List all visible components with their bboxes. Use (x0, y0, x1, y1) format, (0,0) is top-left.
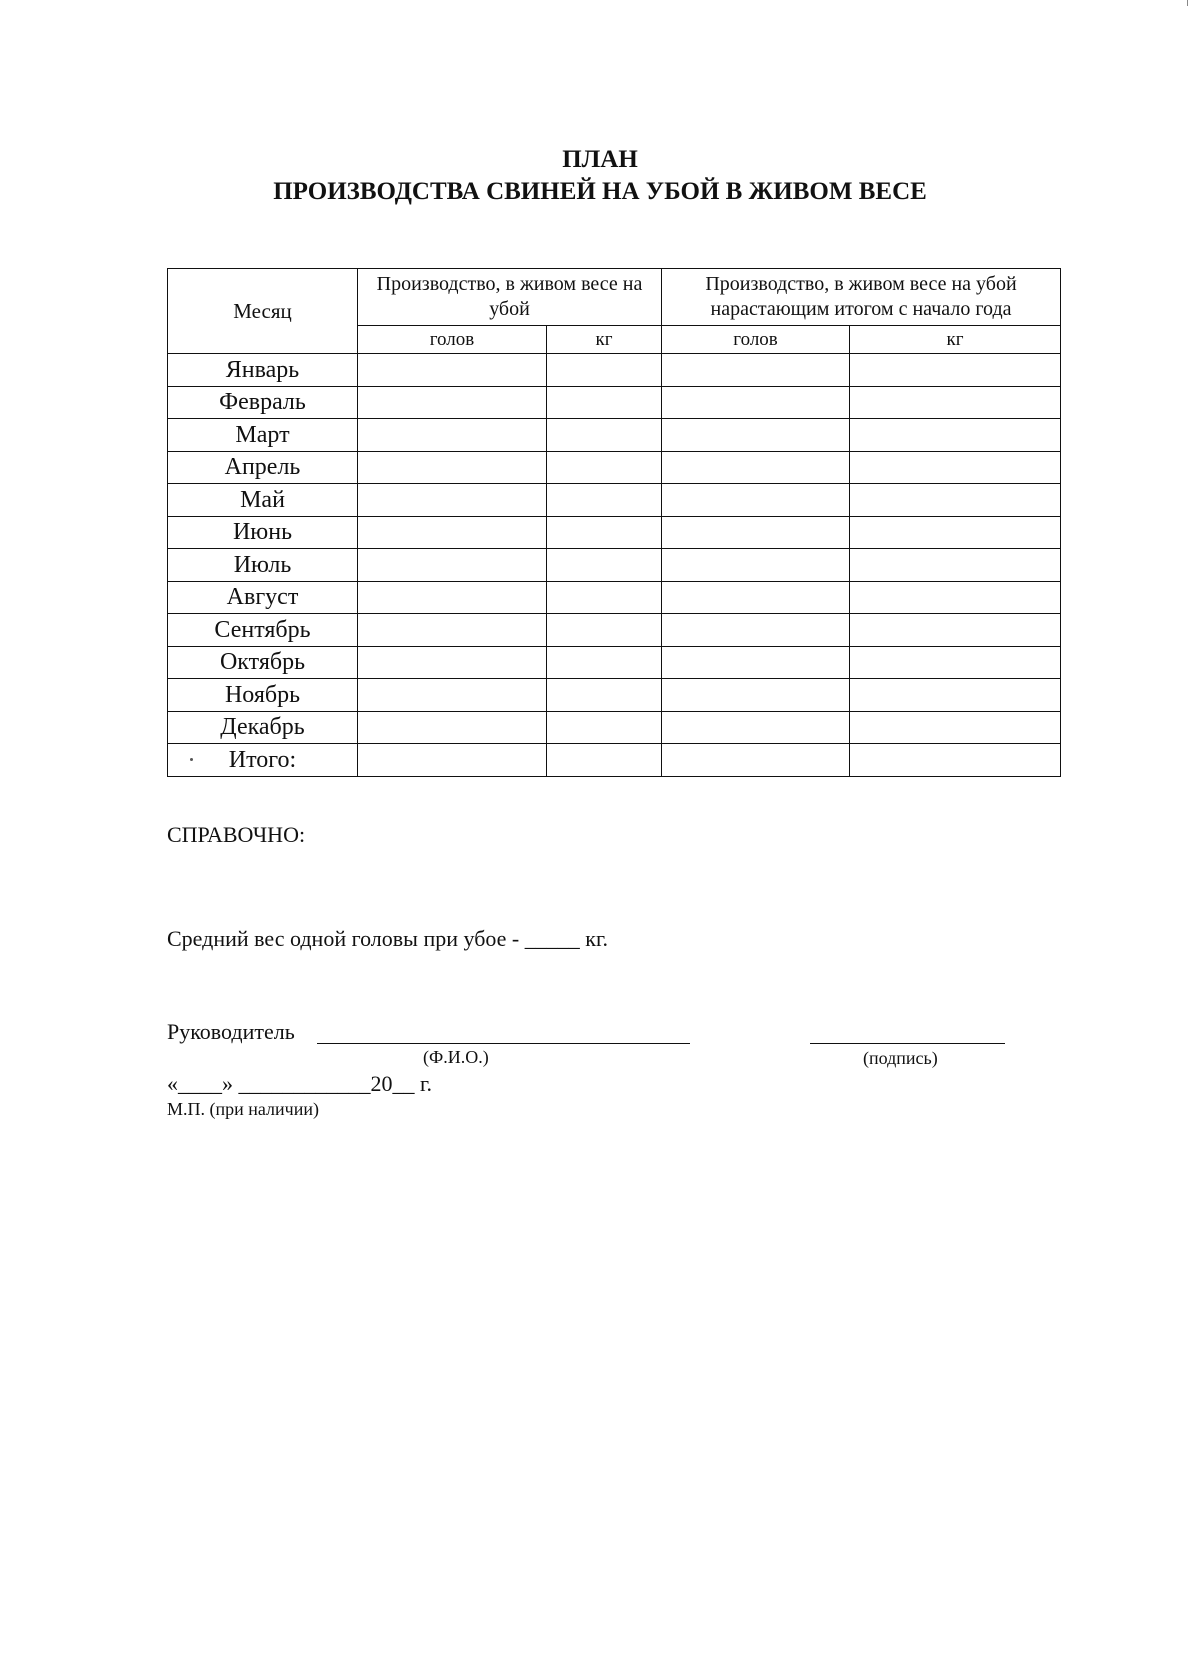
cumulative-heads-cell[interactable] (662, 679, 850, 712)
cumulative-kg-cell[interactable] (850, 516, 1061, 549)
table-row (168, 386, 1061, 419)
heads-subheader: голов (358, 326, 547, 354)
cumulative-kg-cell[interactable] (850, 549, 1061, 582)
cumulative-heads-cell[interactable] (662, 386, 850, 419)
table-row (168, 451, 1061, 484)
heads-cell[interactable] (358, 419, 547, 452)
average-weight-field[interactable]: _____ (524, 926, 580, 951)
cumulative-heads-cell[interactable] (662, 451, 850, 484)
cumulative-kg-cell[interactable] (850, 614, 1061, 647)
cumulative-heads-cell[interactable] (662, 419, 850, 452)
fio-caption: (Ф.И.О.) (423, 1047, 489, 1067)
total-label-cell (168, 744, 358, 777)
cumulative-kg-cell[interactable] (850, 679, 1061, 712)
heads-cell[interactable] (358, 386, 547, 419)
document-subtitle: ПРОИЗВОДСТВА СВИНЕЙ НА УБОЙ В ЖИВОМ ВЕСЕ (273, 178, 927, 205)
cumulative-kg-cell[interactable] (850, 581, 1061, 614)
month-label: Март (168, 419, 358, 452)
table-row (168, 679, 1061, 712)
heads-cell[interactable] (358, 646, 547, 679)
cumulative-kg-cell[interactable] (850, 386, 1061, 419)
cumulative-kg-cell[interactable] (850, 354, 1061, 387)
table-row (168, 581, 1061, 614)
month-label: Октябрь (168, 646, 358, 679)
table-row (168, 354, 1061, 387)
cumulative-kg-cell[interactable] (850, 711, 1061, 744)
cumulative-heads-cell[interactable] (662, 516, 850, 549)
cumulative-kg-cell[interactable] (850, 419, 1061, 452)
month-label: Май (168, 484, 358, 517)
heads-cell[interactable] (358, 614, 547, 647)
cumulative-heads-subheader: голов (662, 326, 850, 354)
total-cumulative-heads-cell[interactable] (662, 744, 850, 777)
kg-cell[interactable] (547, 581, 662, 614)
scan-mark (1187, 0, 1188, 6)
reference-label: СПРАВОЧНО: (167, 822, 306, 847)
table-row (168, 646, 1061, 679)
cumulative-heads-cell[interactable] (662, 614, 850, 647)
cumulative-heads-cell[interactable] (662, 711, 850, 744)
cumulative-heads-cell[interactable] (662, 354, 850, 387)
kg-cell[interactable] (547, 354, 662, 387)
stamp-note: М.П. (при наличии) (167, 1099, 319, 1119)
month-label: Июнь (168, 516, 358, 549)
signature-field[interactable] (810, 1043, 1005, 1044)
total-label: Итого: (228, 746, 297, 773)
total-kg-cell[interactable] (547, 744, 662, 777)
heads-cell[interactable] (358, 484, 547, 517)
table-row (168, 484, 1061, 517)
table-row (168, 419, 1061, 452)
table-row (168, 549, 1061, 582)
kg-subheader: кг (547, 326, 662, 354)
month-column-header: Месяц (168, 269, 358, 354)
month-label: Сентябрь (168, 614, 358, 647)
total-row (168, 744, 1061, 777)
cumulative-production-header: Производство, в живом весе на убой нарастающим итогом с начало года (662, 269, 1061, 326)
scan-dot (190, 758, 193, 761)
month-label: Апрель (168, 451, 358, 484)
date-field[interactable]: «____» ____________20__ г. (167, 1071, 433, 1096)
month-label: Январь (168, 354, 358, 387)
heads-cell[interactable] (358, 451, 547, 484)
heads-cell[interactable] (358, 516, 547, 549)
heads-cell[interactable] (358, 711, 547, 744)
cumulative-heads-cell[interactable] (662, 484, 850, 517)
kg-cell[interactable] (547, 484, 662, 517)
cumulative-heads-cell[interactable] (662, 581, 850, 614)
average-weight-unit: кг. (579, 926, 608, 951)
average-weight-line (167, 926, 608, 952)
monthly-production-header: Производство, в живом весе на убой (358, 269, 662, 326)
heads-cell[interactable] (358, 354, 547, 387)
kg-cell[interactable] (547, 549, 662, 582)
table-row (168, 614, 1061, 647)
document-title: ПЛАН (562, 146, 638, 173)
table-row (168, 516, 1061, 549)
month-label: Ноябрь (168, 679, 358, 712)
month-label: Июль (168, 549, 358, 582)
kg-cell[interactable] (547, 419, 662, 452)
total-cumulative-kg-cell[interactable] (850, 744, 1061, 777)
kg-cell[interactable] (547, 451, 662, 484)
month-label: Август (168, 581, 358, 614)
cumulative-kg-cell[interactable] (850, 484, 1061, 517)
heads-cell[interactable] (358, 581, 547, 614)
kg-cell[interactable] (547, 711, 662, 744)
production-plan-table (167, 268, 1061, 777)
manager-name-field[interactable] (317, 1043, 690, 1044)
heads-cell[interactable] (358, 679, 547, 712)
cumulative-kg-subheader: кг (850, 326, 1061, 354)
cumulative-kg-cell[interactable] (850, 646, 1061, 679)
kg-cell[interactable] (547, 516, 662, 549)
cumulative-heads-cell[interactable] (662, 646, 850, 679)
cumulative-heads-cell[interactable] (662, 549, 850, 582)
month-label: Февраль (168, 386, 358, 419)
month-label: Декабрь (168, 711, 358, 744)
cumulative-kg-cell[interactable] (850, 451, 1061, 484)
kg-cell[interactable] (547, 386, 662, 419)
total-heads-cell[interactable] (358, 744, 547, 777)
kg-cell[interactable] (547, 646, 662, 679)
manager-label: Руководитель (167, 1019, 295, 1044)
kg-cell[interactable] (547, 614, 662, 647)
heads-cell[interactable] (358, 549, 547, 582)
signature-caption: (подпись) (863, 1048, 938, 1068)
kg-cell[interactable] (547, 679, 662, 712)
average-weight-label: Средний вес одной головы при убое - (167, 926, 525, 951)
table-row (168, 711, 1061, 744)
